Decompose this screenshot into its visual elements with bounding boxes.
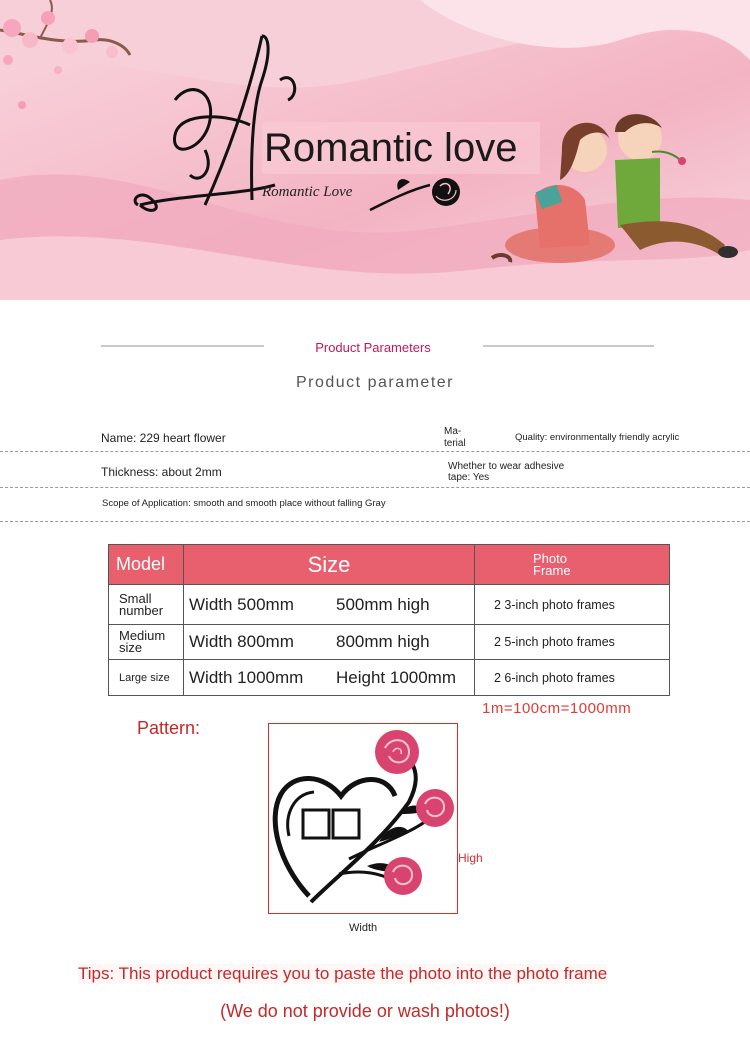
row-model [109,585,184,625]
units-note: 1m=100cm=1000mm [482,700,632,717]
row-height: 800mm high [336,632,430,651]
row-photo-frame: 2 3-inch photo frames [475,585,670,625]
param-name: Name: 229 heart flower [101,431,226,445]
pattern-preview [268,723,458,914]
row-model-line2: size [119,640,143,655]
param-divider [0,451,750,452]
row-width: Width 500mm [189,594,294,614]
param-material-line2: terial [444,438,466,449]
param-material [444,426,466,450]
row-model [109,625,184,660]
header-photo-frame-line1: Photo [533,550,567,566]
rose-icon [375,730,419,774]
param-adhesive-line1: Whether to wear adhesive [448,461,565,472]
param-adhesive [448,461,564,483]
param-quality: Quality: environmentally friendly acrylic [515,432,680,443]
row-height: Height 1000mm [336,667,457,687]
header-model: Model [109,545,184,585]
rose-icon [370,178,460,210]
height-dimension-label: High [458,851,483,865]
row-size [184,585,475,625]
row-model-line1: Medium [119,628,166,643]
row-height: 500mm high [336,594,430,614]
row-size [184,625,475,660]
row-photo-frame: 2 6-inch photo frames [475,660,670,696]
row-width: Width 1000mm [189,667,304,687]
rose-icon [384,857,422,895]
row-photo-frame: 2 5-inch photo frames [475,625,670,660]
table-header-row [109,545,670,585]
tips-note: (We do not provide or wash photos!) [220,1001,510,1021]
header-photo-frame [475,545,670,585]
header-photo-frame-line2: Frame [533,562,571,578]
table-row [109,625,670,660]
row-model-line1: Large size [119,671,170,684]
row-model-line1: Small [119,590,152,606]
table-row [109,585,670,625]
section-heading: Product Parameters [315,340,431,355]
heading-divider-right [483,345,654,347]
heading-divider-left [101,345,264,347]
table-row [109,660,670,696]
banner-title: Romantic love [262,122,540,174]
heart-rose-pattern [269,724,457,913]
param-adhesive-line2: tape: Yes [448,472,490,483]
banner-subtitle: Romantic Love [262,184,353,200]
param-divider [0,521,750,522]
width-dimension-label: Width [349,922,378,934]
param-thickness: Thickness: about 2mm [101,465,222,479]
pattern-label: Pattern: [137,718,201,738]
row-model-line2: number [119,602,164,618]
row-model [109,660,184,696]
hero-banner [0,0,750,300]
param-scope: Scope of Application: smooth and smooth place without falling Gray [102,498,386,509]
tips-text: Tips: This product requires you to paste the photo into the photo frame [78,964,608,983]
rose-icon [416,789,454,827]
row-size [184,660,475,696]
size-table [108,544,670,696]
param-divider [0,487,750,488]
section-subheading: Product parameter [295,374,454,391]
row-width: Width 800mm [189,632,294,651]
param-material-line1: Ma- [444,426,462,437]
header-size: Size [184,545,475,585]
